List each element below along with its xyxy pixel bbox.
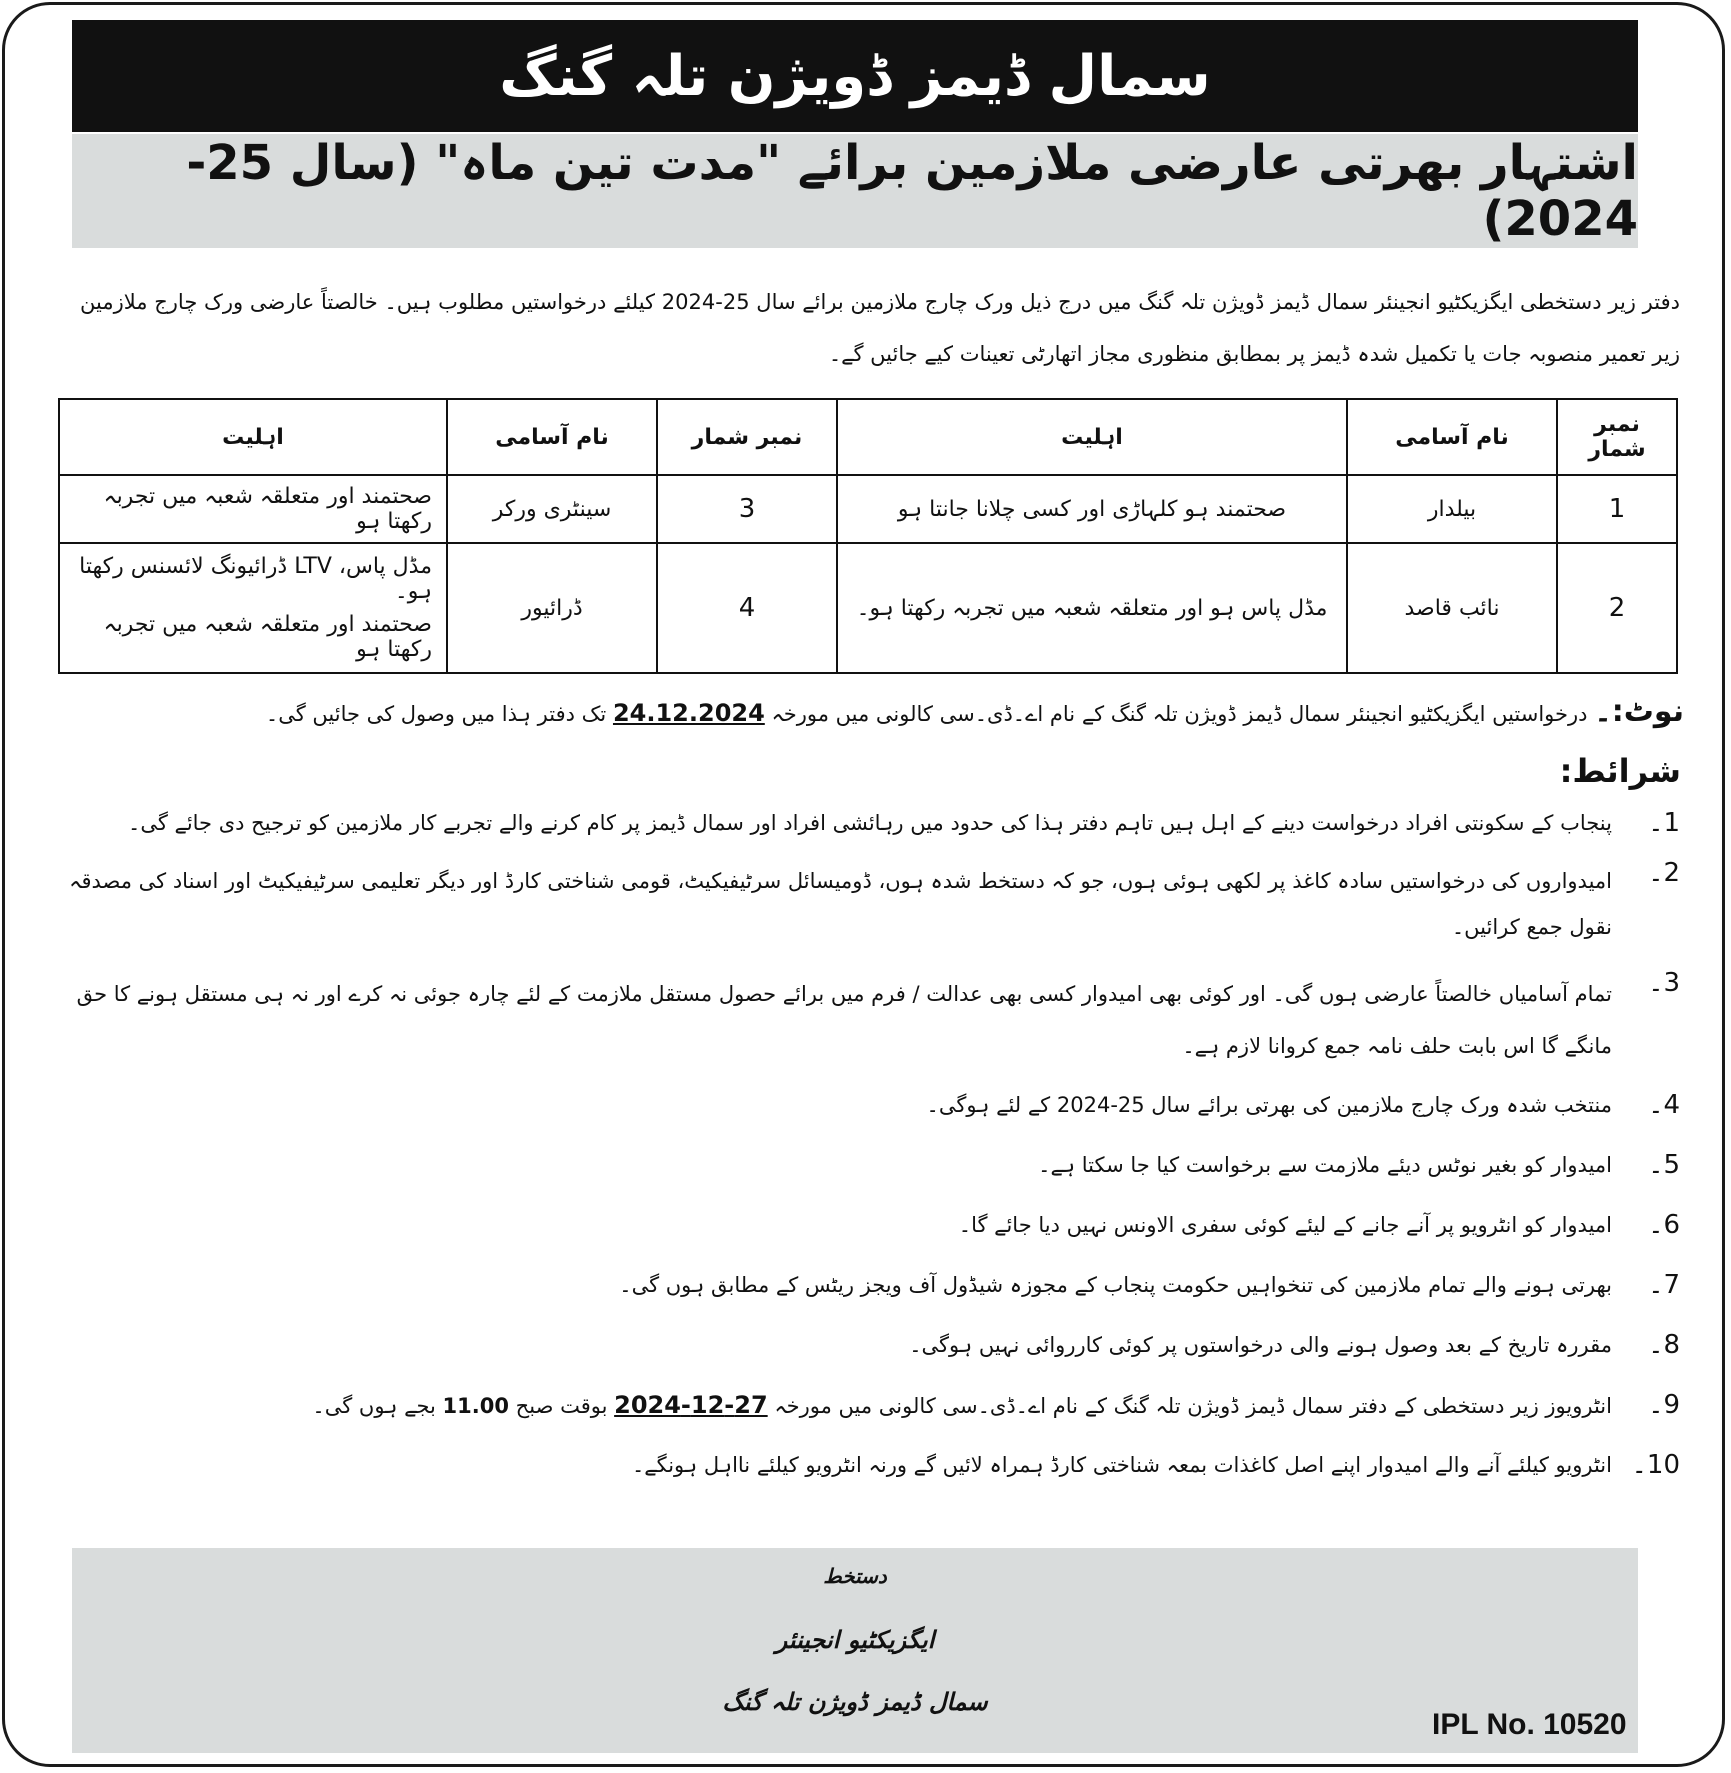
note-line [80, 692, 1684, 734]
note-text-end: تک دفتر ہذا میں وصول کی جائیں گی۔ [265, 702, 607, 726]
list-item [60, 808, 1680, 858]
item-number: 10۔ [1631, 1450, 1680, 1480]
ipl-number: IPL No. 10520 [1432, 1708, 1627, 1741]
item-text [60, 1390, 1612, 1421]
qualification-line: صحتمند اور متعلقہ شعبہ میں تجربہ رکھتا ہو [103, 612, 432, 663]
item-text: مقررہ تاریخ کے بعد وصول ہونے والی درخواستوں پر کوئی کارروائی نہیں ہوگی۔ [909, 1333, 1612, 1357]
note-text: درخواستیں ایگزیکٹیو انجینئر سمال ڈیمز ڈویژن تلہ گنگ کے نام اے۔ڈی۔سی کالونی میں مورخہ [771, 702, 1588, 726]
interview-time: 11.00 [442, 1394, 509, 1418]
signatory-office: سمال ڈیمز ڈویژن تلہ گنگ [722, 1688, 988, 1716]
list-item [60, 1150, 1680, 1210]
interview-date: 27-12-2024 [614, 1391, 768, 1419]
interview-text-end: بجے ہوں گی۔ [312, 1394, 436, 1418]
list-item [60, 1210, 1680, 1270]
item-number: 1۔ [1648, 808, 1680, 838]
signatory-title: ایگزیکٹیو انجینئر [775, 1626, 935, 1654]
item-number: 8۔ [1648, 1330, 1680, 1360]
interview-text-mid: بوقت صبح [515, 1394, 608, 1418]
note-label: نوٹ:۔ [1594, 694, 1684, 729]
qualification-cell: مڈل پاس ہو اور متعلقہ شعبہ میں تجربہ رکھتا ہو۔ [837, 543, 1347, 673]
table-row [59, 475, 1677, 543]
conditions-list [60, 808, 1680, 1510]
header-post-a: نام آسامی [1347, 399, 1557, 475]
serial-cell: 2 [1557, 543, 1677, 673]
post-cell: سینٹری ورکر [447, 475, 657, 543]
serial-cell: 4 [657, 543, 837, 673]
table-row [59, 543, 1677, 673]
signature-label: دستخط [823, 1564, 887, 1588]
header-qualification-a: اہلیت [837, 399, 1347, 475]
qualification-cell: صحتمند ہو کلہاڑی اور کسی چلانا جانتا ہو [837, 475, 1347, 543]
item-text: امیدوار کو بغیر نوٹس دیئے ملازمت سے برخواست کیا جا سکتا ہے۔ [1038, 1153, 1612, 1177]
serial-cell: 3 [657, 475, 837, 543]
table-header-row [59, 399, 1677, 475]
item-text: امیدوار کو انٹرویو پر آنے جانے کے لیئے کوئی سفری الاونس نہیں دیا جائے گا۔ [958, 1213, 1612, 1237]
signature-block [72, 1548, 1638, 1753]
list-item [60, 858, 1680, 968]
page-title: سمال ڈیمز ڈویژن تلہ گنگ [72, 20, 1638, 132]
item-number: 6۔ [1648, 1210, 1680, 1240]
conditions-heading: شرائط: [1559, 752, 1681, 790]
item-text: امیدواروں کی درخواستیں سادہ کاغذ پر لکھی ہوئی ہوں، جو کہ دستخط شدہ ہوں، ڈومیسائل سرٹیفیکیٹ، قومی شناختی کارڈ اور دیگر تعلیمی سرٹیفیکیٹ اور اسناد کی مصدقہ نقول جمع کرائیں۔ [69, 869, 1612, 939]
vacancies-table [58, 398, 1678, 674]
post-cell: ڈرائیور [447, 543, 657, 673]
post-cell: بیلدار [1347, 475, 1557, 543]
post-cell: نائب قاصد [1347, 543, 1557, 673]
serial-cell: 1 [1557, 475, 1677, 543]
item-number: 3۔ [1648, 968, 1680, 998]
item-text: منتخب شدہ ورک چارج ملازمین کی بھرتی برائے سال 25-2024 کے لئے ہوگی۔ [926, 1093, 1612, 1117]
item-number: 9۔ [1648, 1390, 1680, 1420]
interview-text: انٹرویوز زیر دستخطی کے دفتر سمال ڈیمز ڈویژن تلہ گنگ کے نام اے۔ڈی۔سی کالونی میں مورخہ [774, 1394, 1612, 1418]
list-item [60, 1090, 1680, 1150]
intro-paragraph: دفتر زیر دستخطی ایگزیکٹیو انجینئر سمال ڈیمز ڈویژن تلہ گنگ میں درج ذیل ورک چارج ملازمین برائے سال 25-2024 کیلئے درخواستیں مطلوب ہیں۔ خالصتاً عارضی ورک چارج ملازمین زیر تعمیر منصوبہ جات یا تکمیل شدہ ڈیمز پر بمطابق منظوری مجاز اتھارٹی تعینات کیے جائیں گے۔ [80, 290, 1681, 366]
page-subtitle: اشتہار بھرتی عارضی ملازمین برائے "مدت تین ماہ" (سال 25-2024) [72, 134, 1638, 248]
item-number: 4۔ [1648, 1090, 1680, 1120]
qualification-cell: صحتمند اور متعلقہ شعبہ میں تجربہ رکھتا ہو [59, 475, 447, 543]
header-qualification-b: اہلیت [59, 399, 447, 475]
list-item [60, 1330, 1680, 1390]
item-text: بھرتی ہونے والے تمام ملازمین کی تنخواہیں حکومت پنجاب کے مجوزہ شیڈول آف ویجز ریٹس کے مطابق ہوں گی۔ [619, 1273, 1612, 1297]
header-post-b: نام آسامی [447, 399, 657, 475]
header-serial-a: نمبر شمار [1557, 399, 1677, 475]
item-text: تمام آسامیاں خالصتاً عارضی ہوں گی۔ اور کوئی بھی امیدوار کسی بھی عدالت / فرم میں برائے حصول مستقل ملازمت کے لئے چارہ جوئی نہ کرے اور نہ ہی مستقل ہونے کا حق مانگے گا اس بابت حلف نامہ جمع کروانا لازم ہے۔ [76, 982, 1612, 1058]
qualification-cell [59, 543, 447, 673]
item-text: انٹرویو کیلئے آنے والے امیدوار اپنے اصل کاغذات بمعہ شناختی کارڈ ہمراہ لائیں گے ورنہ انٹرویو کیلئے نااہل ہونگے۔ [631, 1453, 1612, 1477]
list-item [60, 968, 1680, 1090]
application-deadline-date: 24.12.2024 [612, 699, 765, 727]
qualification-line: مڈل پاس، LTV ڈرائیونگ لائسنس رکھتا ہو۔ [79, 554, 432, 605]
header-serial-b: نمبر شمار [657, 399, 837, 475]
list-item [60, 1270, 1680, 1330]
list-item [60, 1450, 1680, 1510]
item-text: پنجاب کے سکونتی افراد درخواست دینے کے اہل ہیں تاہم دفتر ہذا کی حدود میں رہائشی افراد اور سمال ڈیمز پر کام کرنے والے تجربے کار ملازمین کو ترجیح دی جائے گی۔ [128, 811, 1612, 835]
list-item [60, 1390, 1680, 1450]
item-number: 7۔ [1648, 1270, 1680, 1300]
item-number: 2۔ [1648, 858, 1680, 888]
item-number: 5۔ [1648, 1150, 1680, 1180]
